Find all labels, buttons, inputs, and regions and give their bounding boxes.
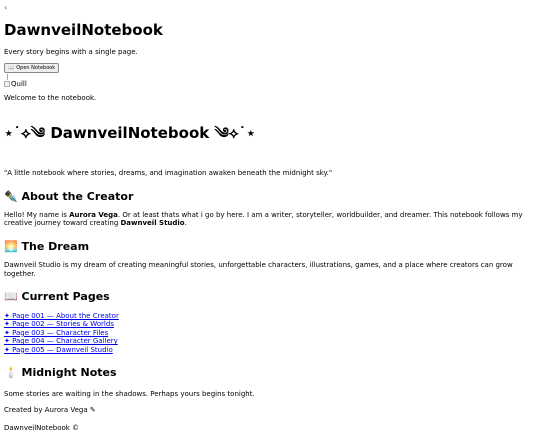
creator-text-end: . [184, 219, 187, 228]
quill-image [4, 80, 536, 89]
list-item [4, 312, 536, 320]
page-link-002[interactable]: ✦ Page 002 — Stories & Worlds [4, 320, 114, 329]
about-creator-heading: ✒️ About the Creator [4, 189, 134, 203]
open-notebook-label: Open Notebook [16, 64, 56, 71]
page-link-004[interactable]: ✦ Page 004 — Character Gallery [4, 337, 118, 346]
back-chevron-icon[interactable]: ‹ [4, 3, 8, 12]
dream-heading: 🌅 The Dream [4, 240, 90, 253]
creator-credit: Created by Aurora Vega ✎ [4, 406, 96, 415]
creator-name: Aurora Vega [69, 210, 118, 219]
hero-quote: "A little notebook where stories, dreams, and imagination awaken beneath the midnight sky." [4, 169, 333, 177]
creator-text-start: Hello! My name is [4, 210, 70, 219]
list-item [4, 337, 536, 345]
pages-list [4, 312, 536, 354]
site-title: DawnveilNotebook [4, 21, 163, 39]
broken-image-icon [4, 81, 10, 87]
tagline: Every story begins with a single page. [4, 47, 138, 56]
page-link-005[interactable]: ✦ Page 005 — Dawnveil Studio [4, 345, 113, 354]
quill-alt-text: Quill [11, 79, 27, 88]
welcome-text: Welcome to the notebook. [4, 93, 97, 102]
studio-name: Dawnveil Studio [120, 219, 185, 228]
open-notebook-button[interactable] [4, 63, 59, 73]
book-icon: 📖 [8, 64, 15, 71]
list-item [4, 329, 536, 337]
creator-text-middle: . Or at least thats what i go by here. I am a writer, storyteller, worldbuilder, and dreamer. This notebook follows my creative journey toward creating [4, 210, 523, 228]
hero-title: ⋆˙⟡༄ DawnveilNotebook ༄⟡˙⋆ [4, 124, 256, 143]
list-item [4, 346, 536, 354]
midnight-notes-heading: 🕯️ Midnight Notes [4, 365, 117, 379]
list-item [4, 320, 536, 328]
page-link-001[interactable]: ✦ Page 001 — About the Creator [4, 312, 119, 320]
about-creator-text [4, 211, 536, 229]
page-link-003[interactable]: ✦ Page 003 — Character Files [4, 328, 109, 337]
midnight-notes-text: Some stories are waiting in the shadows. Perhaps yours begins tonight. [4, 389, 255, 398]
dream-text: Dawnveil Studio is my dream of creating meaningful stories, unforgettable characters, illustrations, games, and a place where creators can grow together. [4, 260, 513, 278]
copyright: DawnveilNotebook © [4, 424, 80, 433]
current-pages-heading: 📖 Current Pages [4, 290, 110, 304]
